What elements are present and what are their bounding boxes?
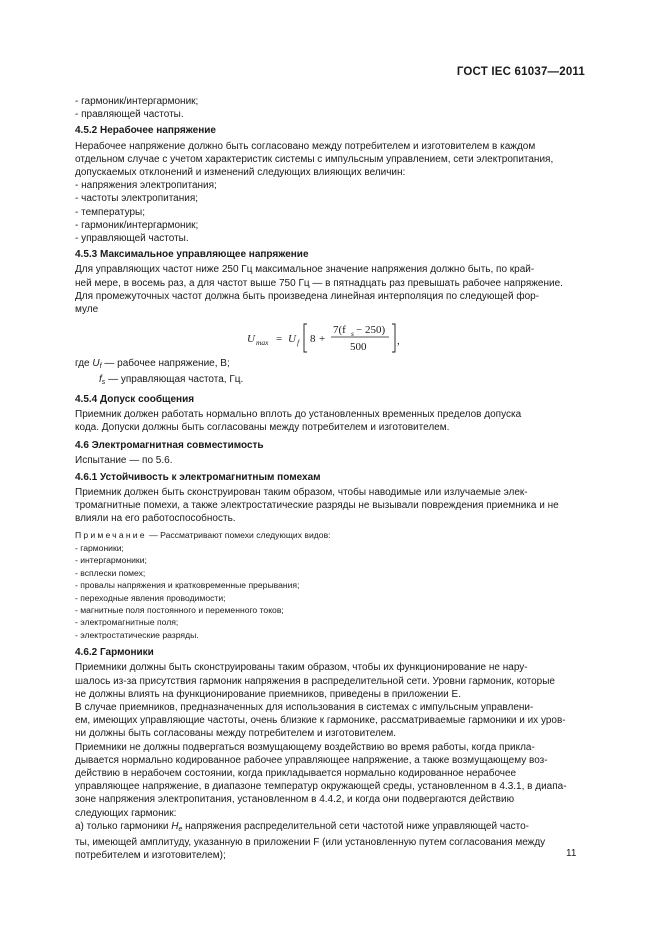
- formula-plus: +: [319, 333, 326, 346]
- list-item: - управляющей частоты.: [75, 233, 189, 245]
- paragraph-line: ем, имеющих управляющие частоты, очень близкие к гармонике, рассматриваемые гармоники и их уров-: [75, 715, 566, 727]
- paragraph-line: зоне напряжения электропитания, установленном в 4.4.2, и когда они подвергаются действию: [75, 794, 515, 806]
- paragraph-line: Для промежуточных частот должна быть произведена линейная интерполяция по следующей фор-: [75, 290, 540, 302]
- section-heading-4-5-3: 4.5.3 Максимальное управляющее напряжение: [75, 249, 309, 261]
- paragraph-line: кода. Допуски должны быть согласованы между потребителем и изготовителем.: [75, 422, 450, 434]
- item-a-text: напряжения распределительной сети частотой ниже управляющей часто-: [182, 820, 529, 832]
- symbol-h: H: [171, 820, 179, 832]
- paragraph-line: В случае приемников, предназначенных для использования в системах с импульсным управлени-: [75, 701, 534, 713]
- formula-equals: =: [276, 333, 283, 346]
- list-item: - правляющей частоты.: [75, 109, 184, 121]
- page-number: 11: [566, 848, 577, 859]
- standard-header: ГОСТ IEC 61037—2011: [456, 66, 585, 78]
- note-block: [75, 529, 585, 641]
- paragraph-line: следующих гармоник:: [75, 807, 177, 819]
- list-item: - частоты электропитания;: [75, 193, 199, 205]
- left-bracket: [304, 324, 307, 352]
- list-item: - напряжения электропитания;: [75, 180, 217, 192]
- paragraph-line: муле: [75, 304, 99, 316]
- note-item: - электростатические разряды.: [75, 629, 199, 640]
- formula-lhs: U: [247, 333, 255, 346]
- paragraph-line: шалось из-за присутствия гармоник напряжения в распределительной сети. Уровни гармоник, которые: [75, 675, 555, 687]
- paragraph-line: действию в нерабочем состоянии, когда прикладывается нормально кодированное нерабочее: [75, 767, 517, 779]
- definition-text: — рабочее напряжение, В;: [104, 358, 230, 370]
- formula-uf-subscript: f: [297, 338, 300, 348]
- symbol-subscript: e: [178, 825, 183, 833]
- paragraph-line: ты, имеющей амплитуду, указанную в приложении F (или установленную путем согласования между: [75, 836, 546, 848]
- formula-numerator-rest: − 250): [356, 324, 386, 337]
- where-line: [75, 357, 585, 373]
- paragraph-line: допускаемых отклонений и изменений следующих влияющих величин:: [75, 167, 406, 179]
- where-line: [75, 373, 585, 389]
- symbol-f: f: [99, 374, 102, 386]
- paragraph-line: ни должны быть согласованы между потребителем и изготовителем.: [75, 728, 396, 740]
- note-item: - гармоники;: [75, 542, 124, 553]
- symbol-u: U: [92, 358, 100, 370]
- note-item: - магнитные поля постоянного и переменного токов;: [75, 604, 284, 615]
- paragraph-line: Приемники не должны подвергаться возмущающему воздействию во время работы, когда прикла-: [75, 741, 535, 753]
- paragraph-line: Приемники должны быть сконструированы таким образом, чтобы их функционирование не нару-: [75, 662, 528, 674]
- note-item: - переходные явления проводимости;: [75, 592, 226, 603]
- paragraph-line: дывается нормально кодированное рабочее управляющее напряжение, а также возмущающему воз-: [75, 754, 548, 766]
- note-text: — Рассматривают помехи следующих видов:: [149, 530, 331, 541]
- paragraph-line: тромагнитные помехи, а также электростатические разряды не вызывали повреждения приемника и не: [75, 500, 559, 512]
- paragraph-line: Приемник должен работать нормально вплоть до установленных временных пределов допуска: [75, 408, 522, 420]
- note-item: - электромагнитные поля;: [75, 617, 179, 628]
- list-item: - гармоник/интергармоник;: [75, 219, 199, 231]
- paragraph-line: Для управляющих частот ниже 250 Гц максимальное значение напряжения должно быть, по край-: [75, 264, 535, 276]
- item-a-prefix: а) только гармоники: [75, 820, 169, 832]
- paragraph-line: Приемник должен быть сконструирован таким образом, чтобы наводимые или излучаемые элек-: [75, 486, 528, 498]
- page-body: [75, 95, 585, 862]
- formula-denominator: 500: [350, 341, 367, 354]
- formula-eight: 8: [310, 333, 316, 346]
- formula-comma: ,: [397, 335, 400, 348]
- symbol-subscript: f: [99, 363, 102, 371]
- formula-graphic: [247, 320, 447, 354]
- paragraph-line: отдельном случае с учетом характеристик системы с импульсным управлением, сети электропитания,: [75, 153, 554, 165]
- note-item: - провалы напряжения и кратковременные прерывания;: [75, 580, 300, 591]
- formula-numerator: 7(f: [333, 324, 346, 337]
- right-bracket: [392, 324, 395, 352]
- where-prefix: где: [75, 358, 90, 370]
- test-reference: Испытание — по 5.6.: [75, 455, 173, 467]
- definition-text: — управляющая частота, Гц.: [108, 374, 244, 386]
- section-heading-4-6-2: 4.6.2 Гармоники: [75, 647, 154, 659]
- paragraph-line: влияли на его работоспособность.: [75, 513, 236, 525]
- paragraph-line: управляющее напряжение, в диапазоне температур окружающей среды, установленном в 4.3.1, в диапа-: [75, 781, 567, 793]
- note-item: - интергармоники;: [75, 555, 147, 566]
- section-heading-4-5-2: 4.5.2 Нерабочее напряжение: [75, 125, 216, 137]
- section-heading-4-6: 4.6 Электромагнитная совместимость: [75, 440, 264, 452]
- formula-uf: U: [288, 333, 296, 346]
- section-heading-4-6-1: 4.6.1 Устойчивость к электромагнитным помехам: [75, 471, 321, 483]
- note-heading: [75, 529, 585, 541]
- note-label: Примечание: [75, 530, 147, 541]
- paragraph-line: ней мере, в восемь раз, а для частот выше 750 Гц — в пятнадцать раз превышать рабочее напряжение.: [75, 277, 563, 289]
- paragraph-line: Нерабочее напряжение должно быть согласовано между потребителем и изготовителем в каждом: [75, 140, 536, 152]
- paragraph-line: потребителем и изготовителем);: [75, 850, 226, 862]
- interpolation-formula: [75, 318, 585, 354]
- list-item-a: [75, 820, 585, 836]
- section-heading-4-5-4: 4.5.4 Допуск сообщения: [75, 393, 195, 405]
- list-item: - температуры;: [75, 206, 145, 218]
- paragraph-line: не должны влиять на функционирование приемников, приведены в приложении Е.: [75, 688, 461, 700]
- list-item: - гармоник/интергармоник;: [75, 96, 199, 107]
- formula-lhs-subscript: max: [256, 338, 269, 348]
- symbol-subscript: s: [101, 379, 106, 387]
- note-item: - всплески помех;: [75, 567, 146, 578]
- formula-numerator-subscript: s: [351, 329, 354, 339]
